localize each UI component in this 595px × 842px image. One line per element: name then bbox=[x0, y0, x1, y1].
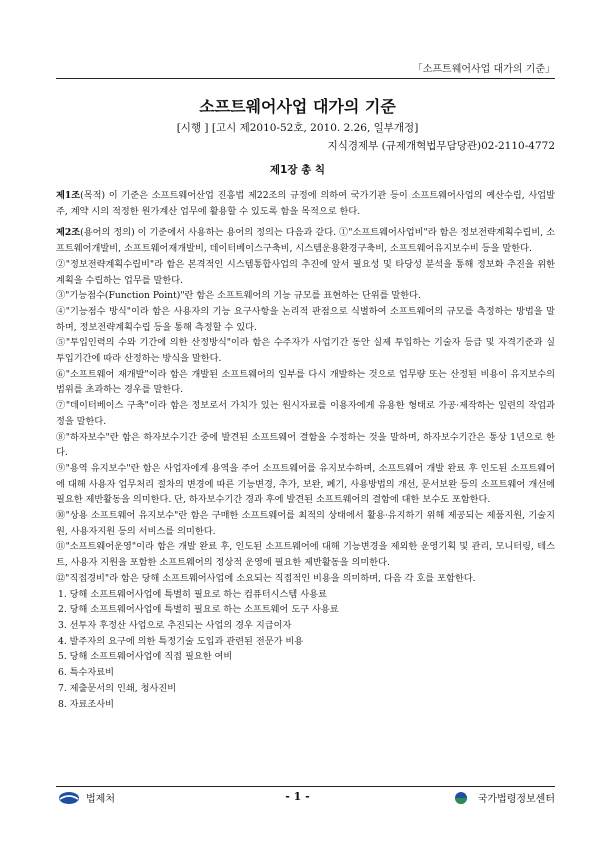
definition-item: ⑤"투입인력의 수와 기간에 의한 산정방식"이라 함은 수주자가 사업기간 동안 실제 투입하는 기술자 등급 및 자격기준과 실 투입기간에 따라 산정하는 방식을 말한다. bbox=[56, 337, 555, 365]
sub-item: 4. 발주자의 요구에 의한 특정기술 도입과 관련된 전문가 비용 bbox=[58, 635, 304, 647]
document-title: 소프트웨어사업 대가의 기준 bbox=[199, 97, 396, 116]
sub-item: 2. 당해 소프트웨어사업에 특별히 필요로 하는 소프트웨어 도구 사용료 bbox=[58, 604, 339, 616]
department-contact: 지식경제부 (규제개혁법무담당관)02-2110-4772 bbox=[327, 140, 555, 152]
footer-right bbox=[450, 790, 555, 805]
enforcement-status: [시행 ] [고시 제2010-52호, 2010. 2.26, 일부개정] bbox=[176, 122, 419, 134]
article-1-title: 제1조 bbox=[56, 190, 81, 201]
definition-item: ⑪"소프트웨어운영"이라 함은 개발 완료 후, 인도된 소프트웨어에 대해 기능변경을 제외한 운영기획 및 관리, 모니터링, 테스트, 사용자 지원을 포함한 소프트웨어의 정상적 운영에 필요한 제반활동을 의미한다. bbox=[56, 541, 555, 569]
definition-item: ⑨"용역 유지보수"란 함은 사업자에게 용역을 주어 소프트웨어를 유지보수하며, 소프트웨어 개발 완료 후 인도된 소프트웨어에 대해 사용자 업무처리 절차의 변경에 따른 기능변경, 추가, 보완, 폐기, 사용방법의 개선, 문서보완 등의 소프트웨어 개선에 필요한 제반활동을 의미한다. 단, 하자보수기간 경과 후에 발견된 소프트웨어의 결함에 대한 보수도 포함한다. bbox=[56, 462, 555, 506]
sub-item: 3. 선투자 후정산 사업으로 추진되는 사업의 경우 지급이자 bbox=[58, 619, 292, 631]
definition-item: ⑦"데이터베이스 구축"이라 함은 정보로서 가치가 있는 원시자료를 이용자에게 유용한 형태로 가공·제작하는 일련의 작업과정을 말한다. bbox=[56, 400, 555, 427]
definition-item: ⑧"하자보수"란 함은 하자보수기간 중에 발견된 소프트웨어 결함을 수정하는 것을 말하며, 하자보수기간은 통상 1년으로 한다. bbox=[56, 431, 555, 459]
sub-item: 1. 당해 소프트웨어사업에 특별히 필요로 하는 컴퓨터시스템 사용료 bbox=[58, 588, 327, 600]
article-2-text: (용어의 정의) 이 기준에서 사용하는 용어의 정의는 다음과 같다. ①"소프트웨어사업비"라 함은 정보전략계획수립비, 소프트웨어개발비, 소프트웨어재개발비, 데이터베이스구축비, 시스템운용환경구축비, 소프트웨어유지보수비 등을 말한다. bbox=[56, 227, 555, 255]
sub-item: 5. 당해 소프트웨어사업에 직접 필요한 여비 bbox=[58, 651, 233, 663]
definition-item: ⑥"소프트웨어 재개발"이라 함은 개발된 소프트웨어의 일부를 다시 개발하는 것으로 업무량 또는 산정된 비용이 유지보수의 범위를 초과하는 경우를 말한다. bbox=[56, 368, 555, 396]
document-body bbox=[56, 182, 555, 712]
footer-site-name: 국가법령정보센터 bbox=[477, 794, 555, 805]
chapter-heading: 제1장 총 칙 bbox=[269, 164, 326, 176]
footer-org-name: 법제처 bbox=[86, 794, 115, 805]
article-2-title: 제2조 bbox=[56, 227, 81, 239]
footer-divider bbox=[56, 786, 555, 787]
article-1 bbox=[56, 188, 555, 219]
running-header: 「소프트웨어사업 대가의 기준」 bbox=[412, 64, 555, 75]
definition-item: ③"기능점수(Function Point)"란 함은 소프트웨어의 기능 규모를 표현하는 단위를 말한다. bbox=[56, 290, 421, 302]
law-center-logo-icon bbox=[450, 791, 472, 805]
sub-item: 6. 특수자료비 bbox=[58, 667, 115, 679]
sub-item: 7. 제출문서의 인쇄, 청사진비 bbox=[58, 682, 177, 694]
definition-item: ④"기능점수 방식"이라 함은 사용자의 기능 요구사항을 논리적 판점으로 식별하여 소프트웨어의 규모를 측정하는 방법을 말하며, 정보전략계획수립 등을 통해 측정할 수 있다. bbox=[56, 305, 555, 333]
definition-item: ⑫"직접경비"라 함은 당해 소프트웨어사업에 소요되는 직접적인 비용을 의미하며, 다음 각 호를 포함한다. bbox=[56, 572, 476, 584]
page-number: - 1 - bbox=[285, 790, 310, 803]
definition-item: ⑩"상용 소프트웨어 유지보수"란 함은 구매한 소프트웨어를 최적의 상태에서 활용·유지하기 위해 제공되는 제품지원, 기술지원, 사용자지원 등의 서비스를 의미한다. bbox=[56, 510, 555, 537]
header-divider bbox=[56, 78, 555, 79]
article-1-text: (목적) 이 기준은 소프트웨어산업 진흥법 제22조의 규정에 의하여 국가기관 등이 소프트웨어사업의 예산수립, 사업발주, 계약 시의 적정한 원가계산 업무에 활용할 수 있도록 함을 목적으로 한다. bbox=[56, 190, 555, 217]
definition-item: ②"정보전략계획수립비"라 함은 본격적인 시스템통합사업의 추진에 앞서 필요성 및 타당성 분석을 통해 정보화 추진을 위한 계획을 수립하는 업무를 말한다. bbox=[56, 258, 555, 286]
sub-item: 8. 자료조사비 bbox=[58, 698, 115, 710]
article-2 bbox=[56, 225, 555, 256]
